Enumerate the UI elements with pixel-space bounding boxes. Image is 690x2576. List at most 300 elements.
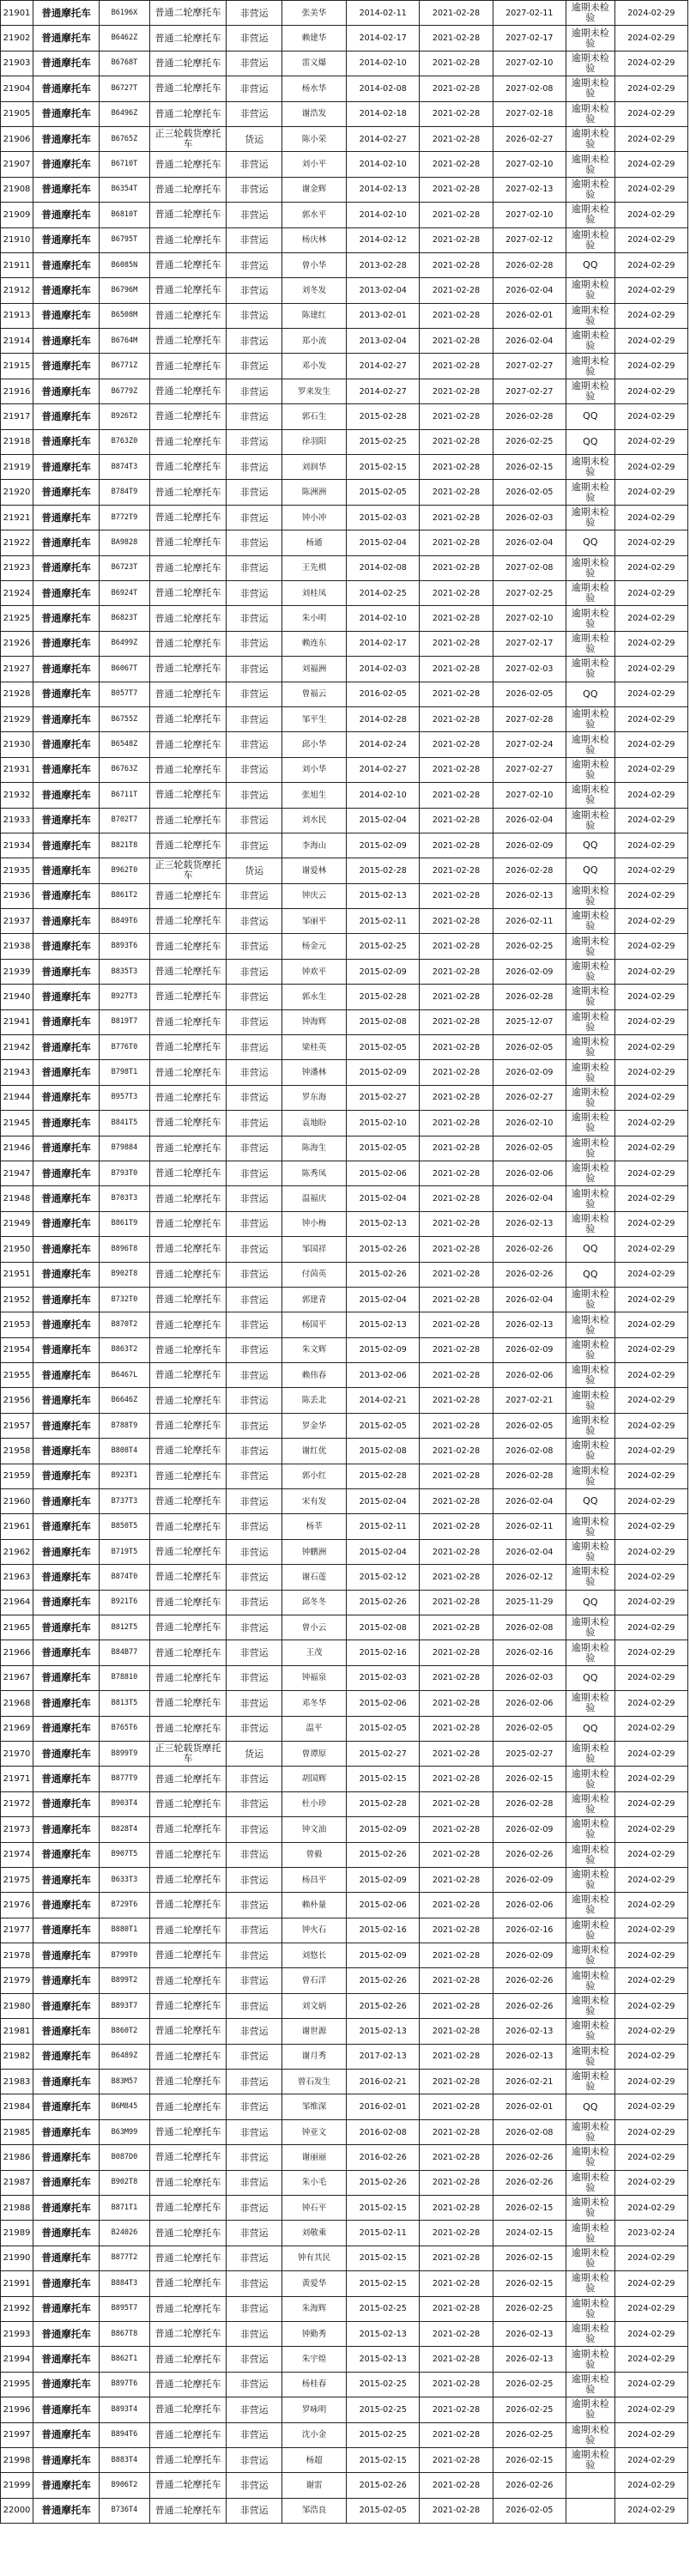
vehicle-model-cell: 普通二轮摩托车: [149, 1464, 226, 1488]
scrap-date-cell: 2026-02-06: [493, 1691, 566, 1716]
owner-name-cell: 郭水平: [281, 203, 346, 227]
plate-number-cell: B772T9: [100, 505, 150, 530]
scrap-date-cell: 2026-02-26: [493, 1842, 566, 1867]
table-row: [1, 2195, 688, 2220]
vehicle-type-cell: 普通摩托车: [33, 1716, 100, 1741]
vehicle-model-cell: 普通二轮摩托车: [149, 203, 226, 227]
scrap-date-cell: 2026-02-09: [493, 1060, 566, 1085]
scrap-date-cell: 2026-02-06: [493, 1363, 566, 1388]
deadline-date-cell: 2024-02-29: [614, 126, 687, 151]
registration-date-cell: 2015-02-16: [347, 1918, 420, 1943]
vehicle-model-cell: 普通二轮摩托车: [149, 1565, 226, 1590]
owner-name-cell: 杨桂春: [281, 2372, 346, 2397]
owner-name-cell: 陈洲洲: [281, 480, 346, 505]
record-number-cell: 21922: [1, 530, 33, 555]
inspection-date-cell: 2021-02-28: [420, 1237, 493, 1262]
plate-number-cell: B793T0: [100, 1161, 150, 1185]
vehicle-type-cell: 普通摩托车: [33, 909, 100, 934]
scrap-date-cell: 2027-02-21: [493, 1388, 566, 1413]
table-row: [1, 505, 688, 530]
owner-name-cell: 张旭生: [281, 783, 346, 808]
vehicle-model-cell: 普通二轮摩托车: [149, 1035, 226, 1060]
vehicle-type-cell: 普通摩托车: [33, 1514, 100, 1539]
scrap-date-cell: 2026-02-16: [493, 1640, 566, 1665]
deadline-date-cell: 2024-02-29: [614, 631, 687, 656]
usage-type-cell: 货运: [227, 1741, 282, 1766]
registration-date-cell: 2015-02-09: [347, 1337, 420, 1362]
plate-number-cell: B6M845: [100, 2094, 150, 2119]
status-cell: 逾期未检验: [566, 1893, 615, 1918]
vehicle-type-cell: 普通摩托车: [33, 2094, 100, 2119]
vehicle-model-cell: 普通二轮摩托车: [149, 505, 226, 530]
plate-number-cell: B906T2: [100, 2473, 150, 2498]
record-number-cell: 21974: [1, 1842, 33, 1867]
registration-date-cell: 2014-02-24: [347, 732, 420, 757]
record-number-cell: 21973: [1, 1817, 33, 1842]
status-cell: 逾期未检验: [566, 909, 615, 934]
scrap-date-cell: 2027-02-27: [493, 757, 566, 782]
status-cell: 逾期未检验: [566, 329, 615, 354]
table-row: [1, 1489, 688, 1514]
plate-number-cell: B6496Z: [100, 101, 150, 126]
inspection-date-cell: 2021-02-28: [420, 1363, 493, 1388]
record-number-cell: 21967: [1, 1665, 33, 1690]
registration-date-cell: 2015-02-13: [347, 2321, 420, 2346]
plate-number-cell: B24026: [100, 2221, 150, 2246]
registration-date-cell: 2015-02-04: [347, 1539, 420, 1564]
table-row: [1, 2473, 688, 2498]
vehicle-type-cell: 普通摩托车: [33, 278, 100, 303]
scrap-date-cell: 2026-02-05: [493, 480, 566, 505]
vehicle-model-cell: 普通二轮摩托车: [149, 252, 226, 277]
scrap-date-cell: 2026-02-04: [493, 808, 566, 833]
scrap-date-cell: 2027-02-10: [493, 51, 566, 76]
usage-type-cell: 货运: [227, 858, 282, 883]
owner-name-cell: 赖朴量: [281, 1893, 346, 1918]
deadline-date-cell: 2024-02-29: [614, 1035, 687, 1060]
record-number-cell: 21946: [1, 1136, 33, 1161]
scrap-date-cell: 2026-02-26: [493, 1262, 566, 1287]
vehicle-type-cell: 普通摩托车: [33, 1085, 100, 1110]
owner-name-cell: 钟文油: [281, 1817, 346, 1842]
inspection-date-cell: 2021-02-28: [420, 1590, 493, 1615]
inspection-date-cell: 2021-02-28: [420, 2119, 493, 2144]
vehicle-model-cell: 普通二轮摩托车: [149, 51, 226, 76]
usage-type-cell: 非营运: [227, 934, 282, 959]
inspection-date-cell: 2021-02-28: [420, 404, 493, 429]
owner-name-cell: 袁地盼: [281, 1111, 346, 1136]
inspection-date-cell: 2021-02-28: [420, 2221, 493, 2246]
registration-date-cell: 2014-02-27: [347, 379, 420, 403]
usage-type-cell: 非营运: [227, 1918, 282, 1943]
scrap-date-cell: 2026-02-08: [493, 2119, 566, 2144]
owner-name-cell: 谢红优: [281, 1439, 346, 1464]
record-number-cell: 21959: [1, 1464, 33, 1488]
deadline-date-cell: 2024-02-29: [614, 379, 687, 403]
inspection-date-cell: 2021-02-28: [420, 858, 493, 883]
status-cell: 逾期未检验: [566, 2422, 615, 2447]
vehicle-type-cell: 普通摩托车: [33, 2044, 100, 2069]
owner-name-cell: 刘敬乘: [281, 2221, 346, 2246]
usage-type-cell: 非营运: [227, 631, 282, 656]
owner-name-cell: 杨昌平: [281, 1867, 346, 1892]
vehicle-type-cell: 普通摩托车: [33, 455, 100, 480]
vehicle-type-cell: 普通摩托车: [33, 985, 100, 1009]
vehicle-model-cell: 普通二轮摩托车: [149, 1136, 226, 1161]
inspection-date-cell: 2021-02-28: [420, 1060, 493, 1085]
vehicle-type-cell: 普通摩托车: [33, 1767, 100, 1791]
scrap-date-cell: 2027-02-28: [493, 706, 566, 731]
vehicle-type-cell: 普通摩托车: [33, 126, 100, 151]
vehicle-model-cell: 普通二轮摩托车: [149, 101, 226, 126]
vehicle-type-cell: 普通摩托车: [33, 1817, 100, 1842]
plate-number-cell: B957T3: [100, 1085, 150, 1110]
vehicle-model-cell: 普通二轮摩托车: [149, 808, 226, 833]
scrap-date-cell: 2026-02-28: [493, 404, 566, 429]
table-row: [1, 808, 688, 833]
plate-number-cell: B899T9: [100, 1741, 150, 1766]
status-cell: [566, 2498, 615, 2523]
vehicle-type-cell: 普通摩托车: [33, 2195, 100, 2220]
vehicle-model-cell: 普通二轮摩托车: [149, 2422, 226, 2447]
vehicle-model-cell: 普通二轮摩托车: [149, 1615, 226, 1640]
status-cell: 逾期未检验: [566, 1640, 615, 1665]
inspection-date-cell: 2021-02-28: [420, 1615, 493, 1640]
registration-date-cell: 2014-02-18: [347, 101, 420, 126]
plate-number-cell: B776T0: [100, 1035, 150, 1060]
table-row: [1, 1842, 688, 1867]
record-number-cell: 21949: [1, 1211, 33, 1236]
usage-type-cell: 非营运: [227, 354, 282, 379]
scrap-date-cell: 2026-02-26: [493, 1237, 566, 1262]
registration-date-cell: 2015-02-25: [347, 2372, 420, 2397]
usage-type-cell: 非营运: [227, 1363, 282, 1388]
vehicle-model-cell: 普通二轮摩托车: [149, 1009, 226, 1034]
registration-date-cell: 2015-02-08: [347, 1009, 420, 1034]
status-cell: 逾期未检验: [566, 1111, 615, 1136]
registration-date-cell: 2014-02-08: [347, 555, 420, 580]
registration-date-cell: 2015-02-11: [347, 909, 420, 934]
vehicle-type-cell: 普通摩托车: [33, 2070, 100, 2094]
scrap-date-cell: 2026-02-04: [493, 530, 566, 555]
scrap-date-cell: 2026-02-08: [493, 1615, 566, 1640]
record-number-cell: 21904: [1, 76, 33, 101]
inspection-date-cell: 2021-02-28: [420, 429, 493, 454]
record-number-cell: 21930: [1, 732, 33, 757]
vehicle-type-cell: 普通摩托车: [33, 2422, 100, 2447]
owner-name-cell: 赖连东: [281, 631, 346, 656]
table-row: [1, 2145, 688, 2170]
table-row: [1, 1337, 688, 1362]
table-row: [1, 2119, 688, 2144]
inspection-date-cell: 2021-02-28: [420, 1539, 493, 1564]
plate-number-cell: B6779Z: [100, 379, 150, 403]
status-cell: QQ: [566, 404, 615, 429]
vehicle-type-cell: 普通摩托车: [33, 252, 100, 277]
record-number-cell: 21906: [1, 126, 33, 151]
table-row: [1, 1640, 688, 1665]
registration-date-cell: 2013-02-06: [347, 1363, 420, 1388]
deadline-date-cell: 2024-02-29: [614, 1489, 687, 1514]
registration-date-cell: 2015-02-11: [347, 1514, 420, 1539]
owner-name-cell: 谢雷: [281, 2473, 346, 2498]
owner-name-cell: 曾小华: [281, 252, 346, 277]
record-number-cell: 21995: [1, 2372, 33, 2397]
vehicle-type-cell: 普通摩托车: [33, 76, 100, 101]
status-cell: 逾期未检验: [566, 203, 615, 227]
status-cell: 逾期未检验: [566, 2170, 615, 2195]
status-cell: 逾期未检验: [566, 606, 615, 631]
table-row: [1, 1590, 688, 1615]
vehicle-type-cell: 普通摩托车: [33, 1136, 100, 1161]
deadline-date-cell: 2023-02-24: [614, 2221, 687, 2246]
usage-type-cell: 非营运: [227, 1867, 282, 1892]
record-number-cell: 21903: [1, 51, 33, 76]
scrap-date-cell: 2026-02-26: [493, 2473, 566, 2498]
plate-number-cell: B6548Z: [100, 732, 150, 757]
table-row: [1, 303, 688, 328]
status-cell: 逾期未检验: [566, 1363, 615, 1388]
table-row: [1, 76, 688, 101]
table-row: [1, 580, 688, 605]
usage-type-cell: 非营运: [227, 783, 282, 808]
deadline-date-cell: 2024-02-29: [614, 101, 687, 126]
status-cell: 逾期未检验: [566, 1337, 615, 1362]
inspection-date-cell: 2021-02-28: [420, 1262, 493, 1287]
table-row: [1, 455, 688, 480]
deadline-date-cell: 2024-02-29: [614, 404, 687, 429]
deadline-date-cell: 2024-02-29: [614, 858, 687, 883]
usage-type-cell: 非营运: [227, 51, 282, 76]
registration-date-cell: 2015-02-13: [347, 1211, 420, 1236]
deadline-date-cell: 2024-02-29: [614, 555, 687, 580]
usage-type-cell: 非营运: [227, 2296, 282, 2321]
deadline-date-cell: 2024-02-29: [614, 1539, 687, 1564]
status-cell: 逾期未检验: [566, 379, 615, 403]
plate-number-cell: B6924T: [100, 580, 150, 605]
vehicle-model-cell: 普通二轮摩托车: [149, 1767, 226, 1791]
scrap-date-cell: 2026-02-13: [493, 2321, 566, 2346]
registration-date-cell: 2015-02-26: [347, 2473, 420, 2498]
table-row: [1, 1867, 688, 1892]
table-body: [1, 1, 688, 2524]
record-number-cell: 21919: [1, 455, 33, 480]
usage-type-cell: 非营运: [227, 1767, 282, 1791]
status-cell: [566, 2473, 615, 2498]
inspection-date-cell: 2021-02-28: [420, 1111, 493, 1136]
usage-type-cell: 非营运: [227, 303, 282, 328]
usage-type-cell: 非营运: [227, 1060, 282, 1085]
record-number-cell: 21970: [1, 1741, 33, 1766]
record-number-cell: 21964: [1, 1590, 33, 1615]
inspection-date-cell: 2021-02-28: [420, 1842, 493, 1867]
record-number-cell: 21987: [1, 2170, 33, 2195]
scrap-date-cell: 2026-02-28: [493, 1464, 566, 1488]
record-number-cell: 21972: [1, 1791, 33, 1816]
scrap-date-cell: 2026-02-11: [493, 909, 566, 934]
vehicle-model-cell: 普通二轮摩托车: [149, 1489, 226, 1514]
table-row: [1, 883, 688, 908]
vehicle-model-cell: 普通二轮摩托车: [149, 1262, 226, 1287]
registration-date-cell: 2015-02-15: [347, 455, 420, 480]
usage-type-cell: 非营运: [227, 1640, 282, 1665]
deadline-date-cell: 2024-02-29: [614, 1388, 687, 1413]
scrap-date-cell: 2026-02-05: [493, 1035, 566, 1060]
usage-type-cell: 非营运: [227, 227, 282, 252]
vehicle-model-cell: 普通二轮摩托车: [149, 2271, 226, 2296]
table-row: [1, 2397, 688, 2422]
vehicle-model-cell: 普通二轮摩托车: [149, 934, 226, 959]
status-cell: 逾期未检验: [566, 1565, 615, 1590]
table-row: [1, 203, 688, 227]
plate-number-cell: B6810T: [100, 203, 150, 227]
record-number-cell: 21981: [1, 2019, 33, 2044]
owner-name-cell: 付茵英: [281, 1262, 346, 1287]
inspection-date-cell: 2021-02-28: [420, 480, 493, 505]
inspection-date-cell: 2021-02-28: [420, 1665, 493, 1690]
usage-type-cell: 非营运: [227, 1085, 282, 1110]
vehicle-model-cell: 普通二轮摩托车: [149, 1590, 226, 1615]
table-row: [1, 1514, 688, 1539]
inspection-date-cell: 2021-02-28: [420, 1035, 493, 1060]
record-number-cell: 21971: [1, 1767, 33, 1791]
record-number-cell: 21905: [1, 101, 33, 126]
vehicle-model-cell: 普通二轮摩托车: [149, 2044, 226, 2069]
owner-name-cell: 朱海辉: [281, 2296, 346, 2321]
owner-name-cell: 曾谭原: [281, 1741, 346, 1766]
owner-name-cell: 赖建华: [281, 26, 346, 51]
status-cell: QQ: [566, 1665, 615, 1690]
deadline-date-cell: 2024-02-29: [614, 1791, 687, 1816]
record-number-cell: 21957: [1, 1413, 33, 1438]
record-number-cell: 21943: [1, 1060, 33, 1085]
status-cell: 逾期未检验: [566, 126, 615, 151]
owner-name-cell: 陈海生: [281, 1136, 346, 1161]
inspection-date-cell: 2021-02-28: [420, 2296, 493, 2321]
owner-name-cell: 谢爱林: [281, 858, 346, 883]
plate-number-cell: B877T2: [100, 2246, 150, 2270]
inspection-date-cell: 2021-02-28: [420, 732, 493, 757]
usage-type-cell: 非营运: [227, 1464, 282, 1488]
scrap-date-cell: 2026-02-04: [493, 1489, 566, 1514]
vehicle-model-cell: 普通二轮摩托车: [149, 1993, 226, 2018]
inspection-date-cell: 2021-02-28: [420, 1136, 493, 1161]
registration-date-cell: 2015-02-05: [347, 1413, 420, 1438]
owner-name-cell: 沈小金: [281, 2422, 346, 2447]
table-row: [1, 252, 688, 277]
plate-number-cell: B737T3: [100, 1489, 150, 1514]
scrap-date-cell: 2026-02-27: [493, 126, 566, 151]
owner-name-cell: 邓冬华: [281, 1691, 346, 1716]
scrap-date-cell: 2026-02-05: [493, 2498, 566, 2523]
record-number-cell: 21942: [1, 1035, 33, 1060]
table-row: [1, 2447, 688, 2472]
plate-number-cell: B736T4: [100, 2498, 150, 2523]
registration-date-cell: 2015-02-28: [347, 404, 420, 429]
table-row: [1, 1968, 688, 1993]
vehicle-model-cell: 普通二轮摩托车: [149, 883, 226, 908]
vehicle-type-cell: 普通摩托车: [33, 2321, 100, 2346]
scrap-date-cell: 2026-02-15: [493, 1767, 566, 1791]
vehicle-type-cell: 普通摩托车: [33, 1413, 100, 1438]
vehicle-type-cell: 普通摩托车: [33, 1060, 100, 1085]
registration-date-cell: 2016-02-08: [347, 2119, 420, 2144]
vehicle-type-cell: 普通摩托车: [33, 2170, 100, 2195]
vehicle-model-cell: 正三轮载货摩托车: [149, 1741, 226, 1766]
usage-type-cell: 非营运: [227, 26, 282, 51]
usage-type-cell: 非营运: [227, 1111, 282, 1136]
vehicle-model-cell: 普通二轮摩托车: [149, 530, 226, 555]
table-row: [1, 1009, 688, 1034]
record-number-cell: 21934: [1, 833, 33, 858]
plate-number-cell: B6646Z: [100, 1388, 150, 1413]
table-row: [1, 177, 688, 202]
usage-type-cell: 非营运: [227, 2170, 282, 2195]
table-row: [1, 1993, 688, 2018]
usage-type-cell: 非营运: [227, 1691, 282, 1716]
deadline-date-cell: 2024-02-29: [614, 1363, 687, 1388]
owner-name-cell: 杨超: [281, 2447, 346, 2472]
record-number-cell: 21976: [1, 1893, 33, 1918]
owner-name-cell: 雷义爆: [281, 51, 346, 76]
vehicle-type-cell: 普通摩托车: [33, 808, 100, 833]
deadline-date-cell: 2024-02-29: [614, 1111, 687, 1136]
table-row: [1, 706, 688, 731]
vehicle-type-cell: 普通摩托车: [33, 2145, 100, 2170]
registration-date-cell: 2015-02-04: [347, 1186, 420, 1211]
table-row: [1, 783, 688, 808]
vehicle-type-cell: 普通摩托车: [33, 530, 100, 555]
registration-date-cell: 2015-02-13: [347, 2347, 420, 2372]
plate-number-cell: B6755Z: [100, 706, 150, 731]
table-row: [1, 126, 688, 151]
record-number-cell: 21926: [1, 631, 33, 656]
vehicle-model-cell: 普通二轮摩托车: [149, 2119, 226, 2144]
usage-type-cell: 非营运: [227, 1842, 282, 1867]
owner-name-cell: 谢世源: [281, 2019, 346, 2044]
table-row: [1, 1237, 688, 1262]
registration-date-cell: 2015-02-05: [347, 1136, 420, 1161]
registration-date-cell: 2015-02-04: [347, 530, 420, 555]
plate-number-cell: B6795T: [100, 227, 150, 252]
vehicle-model-cell: 普通二轮摩托车: [149, 783, 226, 808]
scrap-date-cell: 2027-02-27: [493, 379, 566, 403]
table-row: [1, 51, 688, 76]
deadline-date-cell: 2024-02-29: [614, 985, 687, 1009]
status-cell: 逾期未检验: [566, 959, 615, 984]
scrap-date-cell: 2026-02-13: [493, 1312, 566, 1337]
record-number-cell: 21986: [1, 2145, 33, 2170]
status-cell: 逾期未检验: [566, 354, 615, 379]
registration-date-cell: 2015-02-25: [347, 2296, 420, 2321]
inspection-date-cell: 2021-02-28: [420, 1741, 493, 1766]
scrap-date-cell: 2026-02-06: [493, 1893, 566, 1918]
table-row: [1, 2372, 688, 2397]
plate-number-cell: B087D0: [100, 2145, 150, 2170]
status-cell: 逾期未检验: [566, 985, 615, 1009]
table-row: [1, 959, 688, 984]
registration-date-cell: 2014-02-13: [347, 177, 420, 202]
deadline-date-cell: 2024-02-29: [614, 1464, 687, 1488]
registration-date-cell: 2015-02-12: [347, 1565, 420, 1590]
usage-type-cell: 非营运: [227, 555, 282, 580]
vehicle-model-cell: 普通二轮摩托车: [149, 631, 226, 656]
plate-number-cell: B6710T: [100, 152, 150, 177]
inspection-date-cell: 2021-02-28: [420, 808, 493, 833]
registration-date-cell: 2015-02-04: [347, 1489, 420, 1514]
usage-type-cell: 非营运: [227, 606, 282, 631]
vehicle-model-cell: 普通二轮摩托车: [149, 429, 226, 454]
